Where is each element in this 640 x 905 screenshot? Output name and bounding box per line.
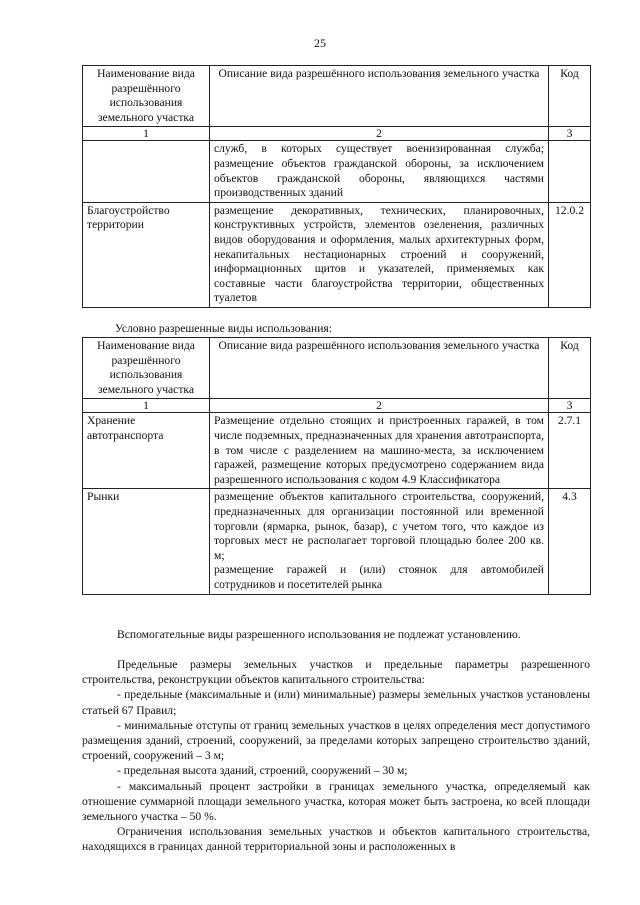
conditional-uses-table	[82, 337, 591, 595]
header-name: Наименование вида разрешённого использования земельного участка	[83, 338, 210, 399]
table-header-row	[83, 338, 591, 399]
cell-desc: размещение декоративных, технических, планировочных, конструктивных устройств, элементов озеленения, различных видов оборудования и оформления, малых архитектурных форм, некапитальных нестационарных строений и сооружений, информационных щитов и указателей, применяемых как составные части благоустройства территории, общественных туалетов	[210, 202, 549, 307]
col-number-2: 2	[210, 127, 549, 141]
header-code: Код	[549, 66, 591, 127]
restrictions-paragraph: Ограничения использования земельных участков и объектов капитального строительства, находящихся в границах данной территориальной зоны и расположенных в	[82, 825, 590, 854]
table-row	[83, 202, 591, 307]
col-number-1: 1	[83, 399, 210, 413]
col-number-3: 3	[549, 127, 591, 141]
table-row	[83, 489, 591, 594]
table-row	[83, 413, 591, 489]
limit-item: - предельная высота зданий, строений, сооружений – 30 м;	[117, 764, 408, 778]
limit-item: - предельные (максимальные и (или) минимальные) размеры земельных участков установлены статьей 67 Правил;	[82, 688, 590, 717]
conditional-uses-caption: Условно разрешенные виды использования:	[115, 322, 332, 335]
cell-desc-part: размещение гаражей и (или) стоянок для автомобилей сотрудников и посетителей рынка	[214, 563, 544, 591]
cell-name	[83, 141, 210, 202]
cell-desc: служб, в которых существует военизированная служба; размещение объектов гражданской обороны, за исключением объектов гражданской обороны, являющихся частями производственных зданий	[210, 141, 549, 202]
header-desc: Описание вида разрешённого использования земельного участка	[210, 66, 549, 127]
cell-code: 4.3	[549, 489, 591, 594]
limits-section	[82, 657, 590, 855]
auxiliary-text: Вспомогательные виды разрешенного использования не подлежат установлению.	[117, 628, 521, 641]
cell-name: Хранение автотранспорта	[83, 413, 210, 489]
permitted-uses-table	[82, 65, 591, 308]
header-code: Код	[549, 338, 591, 399]
cell-desc-part: размещение объектов капитального строительства, сооружений, предназначенных для организации постоянной или временной торговли (ярмарка, рынок, базар), с учетом того, что каждое из торговых мест не располагает торговой площадью более 200 кв. м;	[214, 490, 544, 562]
header-desc: Описание вида разрешённого использования земельного участка	[210, 338, 549, 399]
limit-item: - максимальный процент застройки в границах земельного участка, определяемый как отношение суммарной площади земельного участка, которая может быть застроена, ко всей площади земельного участка – 50 %.	[82, 779, 590, 824]
header-name: Наименование вида разрешённого использования земельного участка	[83, 66, 210, 127]
col-number-3: 3	[549, 399, 591, 413]
col-number-1: 1	[83, 127, 210, 141]
cell-desc: Размещение отдельно стоящих и пристроенных гаражей, в том числе подземных, предназначенных для хранения автотранспорта, в том числе с разделением на машино-места, за исключением гаражей, размещение которых предусмотрено содержанием вида разрешенного использования с кодом 4.9 Классификатора	[210, 413, 549, 489]
table-number-row	[83, 127, 591, 141]
cell-name: Благоустройство территории	[83, 202, 210, 307]
col-number-2: 2	[210, 399, 549, 413]
limits-intro: Предельные размеры земельных участков и предельные параметры разрешенного строительства, реконструкции объектов капитального строительства:	[82, 658, 590, 687]
cell-code	[549, 141, 591, 202]
limit-item: - минимальные отступы от границ земельных участков в целях определения мест допустимого размещения зданий, строений, сооружений, за пределами которых запрещено строительство зданий, строений, сооружений – 3 м;	[82, 718, 590, 763]
table-number-row	[83, 399, 591, 413]
cell-code: 2.7.1	[549, 413, 591, 489]
auxiliary-uses-paragraph	[82, 627, 590, 642]
table-header-row	[83, 66, 591, 127]
table-row	[83, 141, 591, 202]
cell-desc	[210, 489, 549, 594]
page-number: 25	[314, 36, 326, 50]
cell-code: 12.0.2	[549, 202, 591, 307]
cell-name: Рынки	[83, 489, 210, 594]
